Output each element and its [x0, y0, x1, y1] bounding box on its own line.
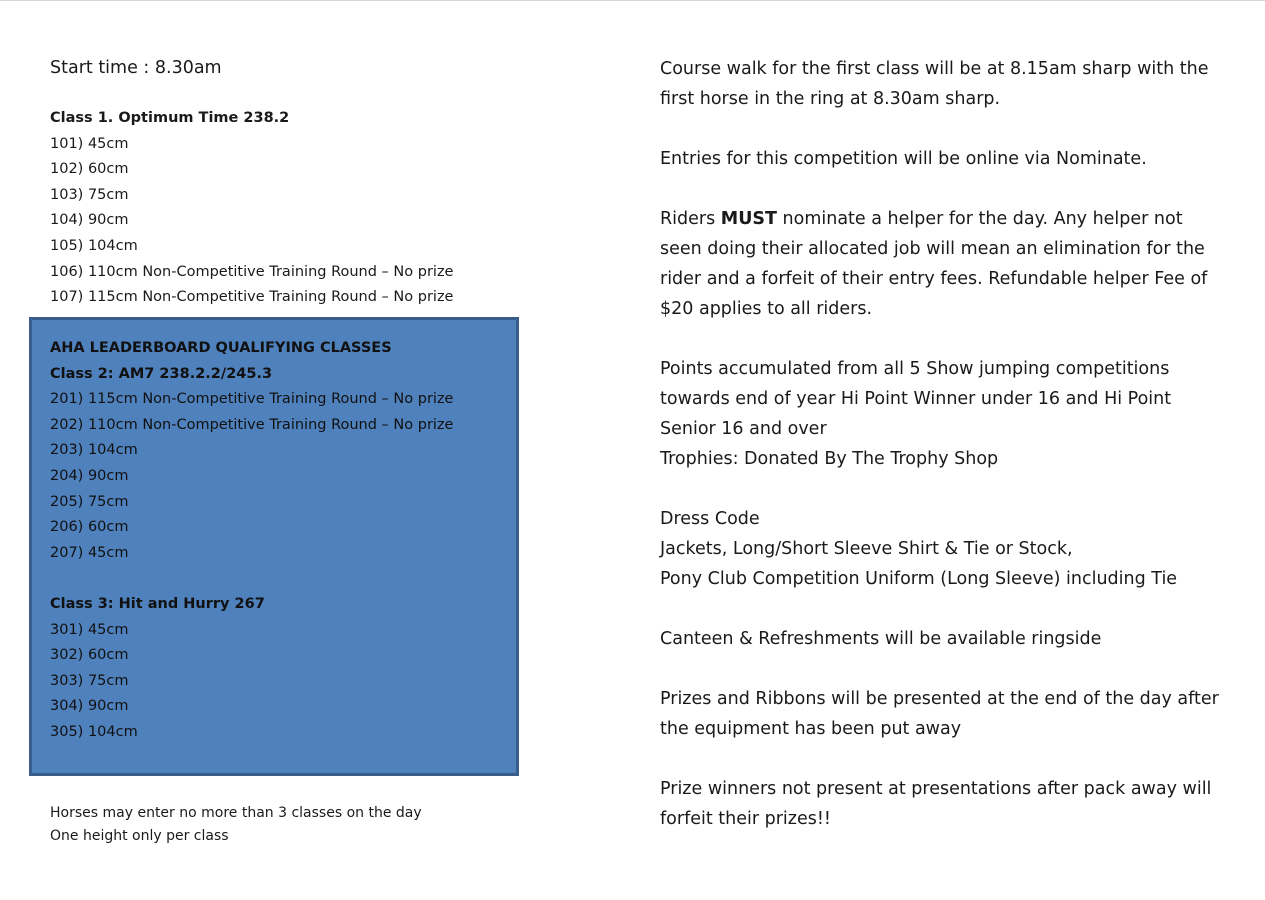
information-column	[660, 54, 1230, 834]
class-item: 202) 110cm Non-Competitive Training Round – No prize	[50, 416, 454, 433]
class-item: 203) 104cm	[50, 442, 138, 459]
forfeit-text: Prize winners not present at presentations after pack away will	[660, 779, 1212, 799]
prizes-text: the equipment has been put away	[660, 719, 962, 739]
riders-text: seen doing their allocated job will mean an elimination for the	[660, 239, 1205, 259]
class-item: 206) 60cm	[50, 519, 129, 536]
start-time: Start time : 8.30am	[50, 58, 222, 78]
class-item: 201) 115cm Non-Competitive Training Round – No prize	[50, 391, 454, 408]
class-item: 102) 60cm	[50, 161, 129, 178]
class-item: 107) 115cm Non-Competitive Training Round – No prize	[50, 289, 454, 306]
riders-text	[660, 204, 1230, 234]
class-item: 305) 104cm	[50, 723, 138, 740]
course-walk-text: Course walk for the first class will be at 8.15am sharp with the	[660, 59, 1209, 79]
riders-must-emphasis: MUST	[720, 209, 777, 229]
dress-code-heading: Dress Code	[660, 509, 760, 529]
class-item: 302) 60cm	[50, 647, 129, 664]
class-3-title: Class 3: Hit and Hurry 267	[50, 595, 265, 612]
course-walk-text: first horse in the ring at 8.30am sharp.	[660, 89, 1001, 109]
riders-text: $20 applies to all riders.	[660, 299, 873, 319]
points-text: towards end of year Hi Point Winner under 16 and Hi Point	[660, 389, 1172, 409]
points-text: Points accumulated from all 5 Show jumping competitions	[660, 359, 1170, 379]
class-1-title: Class 1. Optimum Time 238.2	[50, 110, 290, 126]
class-2-title: Class 2: AM7 238.2.2/245.3	[50, 365, 273, 382]
canteen-text: Canteen & Refreshments will be available ringside	[660, 629, 1102, 649]
class-item: 105) 104cm	[50, 237, 138, 254]
class-item: 207) 45cm	[50, 544, 129, 561]
class-item: 103) 75cm	[50, 186, 129, 203]
prizes-text: Prizes and Ribbons will be presented at the end of the day after	[660, 689, 1219, 709]
forfeit-text: forfeit their prizes!!	[660, 809, 831, 829]
riders-prefix: Riders	[660, 209, 721, 229]
points-text: Senior 16 and over	[660, 419, 827, 439]
leaderboard-box	[29, 317, 519, 776]
class-item: 301) 45cm	[50, 621, 129, 638]
entries-text: Entries for this competition will be online via Nominate.	[660, 149, 1147, 169]
class-item: 304) 90cm	[50, 698, 129, 715]
riders-text: rider and a forfeit of their entry fees. Refundable helper Fee of	[660, 269, 1208, 289]
page-top-rule	[0, 0, 1265, 1]
class-item: 303) 75cm	[50, 672, 129, 689]
class-item: 106) 110cm Non-Competitive Training Round – No prize	[50, 263, 454, 280]
dress-code-text: Pony Club Competition Uniform (Long Sleeve) including Tie	[660, 569, 1178, 589]
dress-code-text: Jackets, Long/Short Sleeve Shirt & Tie or Stock,	[660, 539, 1073, 559]
footnotes	[50, 802, 422, 848]
class-item: 101) 45cm	[50, 135, 129, 152]
class-item: 104) 90cm	[50, 212, 129, 229]
leaderboard-heading: AHA LEADERBOARD QUALIFYING CLASSES	[50, 340, 392, 356]
class-item: 205) 75cm	[50, 493, 129, 510]
footnote: Horses may enter no more than 3 classes on the day	[50, 805, 422, 821]
trophies-text: Trophies: Donated By The Trophy Shop	[660, 449, 999, 469]
riders-line-rest: nominate a helper for the day. Any helper not	[776, 209, 1183, 229]
class-1-section	[50, 106, 453, 311]
footnote: One height only per class	[50, 828, 229, 844]
class-item: 204) 90cm	[50, 467, 129, 484]
